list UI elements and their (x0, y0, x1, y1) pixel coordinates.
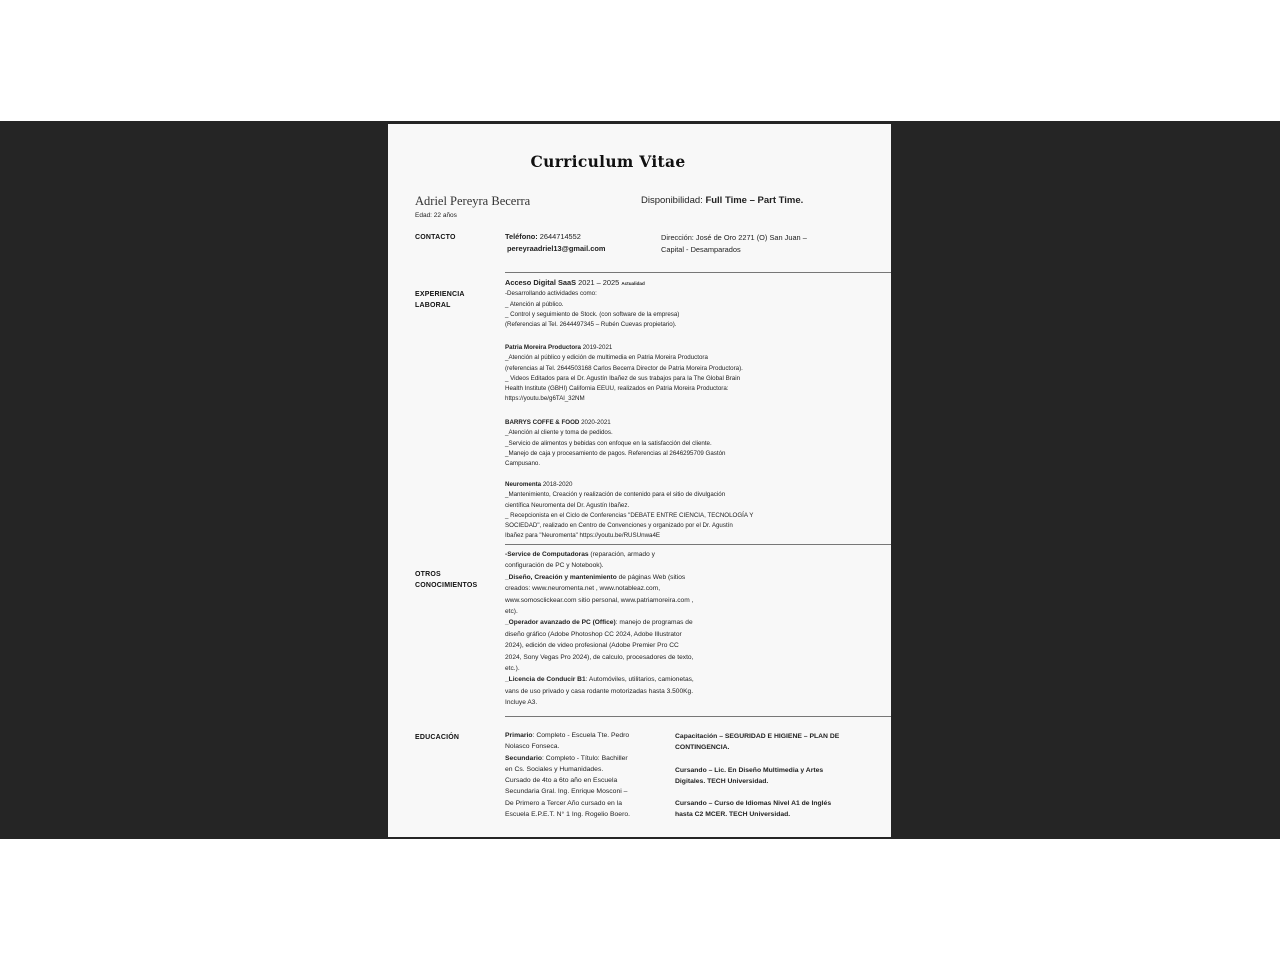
availability (641, 195, 803, 206)
job-line: _Mantenimiento, Creación y realización de contenido para el sitio de divulgación (505, 491, 726, 499)
job-dates: 2021 – 2025 (578, 278, 620, 287)
job-line: _Atención al cliente y toma de pedidos. (505, 429, 613, 437)
job-company: Neuromenta (505, 481, 542, 488)
education-item-title: Secundario (505, 754, 543, 762)
knowledge-line: etc). (505, 608, 518, 616)
job-line: científica Neuromenta del Dr. Agustín Ibañez. (505, 501, 630, 509)
job-entry (505, 278, 679, 330)
knowledge-line: 2024), edición de video profesional (Adobe Premier Pro CC (505, 642, 679, 650)
education-course-line: Digitales. TECH Universidad. (675, 777, 769, 785)
knowledge-line: creados: www.neuromenta.net , www.notableaz.com, (505, 585, 661, 593)
knowledge-list (505, 549, 694, 709)
education-course-line: Cursando – Curso de Idiomas Nivel A1 de Inglés (675, 800, 832, 808)
education-line: Cursado de 4to a 6to año en Escuela (505, 777, 618, 785)
job-entry (505, 480, 753, 542)
experience-section-label (415, 289, 495, 311)
job-line: Ibañez para "Neuromenta" https://youtu.be/RUSUnwa4E (505, 532, 661, 540)
knowledge-line: www.somosclickear.com sitio personal, www.patriamoreira.com , (505, 596, 694, 604)
address-line-2: Capital - Desamparados (661, 244, 741, 254)
job-entry (505, 343, 743, 405)
education-course-line: Capacitación – SEGURIDAD E HIGIENE – PLAN DE (675, 733, 840, 740)
knowledge-line: etc.). (505, 665, 520, 673)
job-line: _ Recepcionista en el Ciclo de Conferencias "DEBATE ENTRE CIENCIA, TECNOLOGÍA Y (505, 511, 754, 519)
job-tag: Actualidad (621, 281, 645, 286)
knowledge-item-title: _Licencia de Conducir B1 (505, 676, 586, 684)
cv-page (388, 124, 891, 837)
education-item-text: : Completo - Escuela Tte. Pedro (532, 732, 630, 739)
knowledge-item-text: : manejo de programas de (615, 619, 693, 627)
job-company: Acceso Digital SaaS (505, 278, 577, 287)
candidate-name: Adriel Pereyra Becerra (415, 194, 531, 208)
job-dates: 2020-2021 (581, 419, 611, 426)
section-divider (505, 544, 891, 545)
knowledge-label-line-2: CONOCIMIENTOS (415, 582, 478, 589)
contact-email: pereyraadriel13@gmail.com (507, 244, 606, 253)
cv-title: Curriculum Vitae (530, 152, 686, 171)
contact-section-label: CONTACTO (415, 234, 456, 241)
job-line: -Desarrollando actividades como: (505, 290, 597, 298)
experience-label-line-1: EXPERIENCIA (415, 291, 465, 298)
job-line: _ Control y seguimiento de Stock. (con software de la empresa) (505, 310, 680, 318)
job-line: _Atención al público y edición de multimedia en Patria Moreira Productora (505, 354, 708, 362)
knowledge-line: diseño gráfico (Adobe Photoshop CC 2024, Adobe Illustrator (505, 630, 682, 638)
education-line: Nolasco Fonseca. (505, 743, 560, 751)
knowledge-item (505, 674, 694, 685)
education-right-column (675, 731, 839, 821)
availability-label: Disponibilidad: (641, 195, 703, 206)
education-course-line: hasta C2 MCER. TECH Universidad. (675, 811, 791, 819)
education-item (505, 753, 630, 764)
knowledge-line: Incluye A3. (505, 699, 538, 707)
job-company: Patria Moreira Productora (505, 344, 581, 351)
job-header (505, 278, 679, 289)
knowledge-line: vans de uso privado y casa rodante motorizadas hasta 3.500Kg. (505, 687, 694, 695)
job-dates: 2018-2020 (542, 481, 573, 488)
contact-address (661, 232, 807, 255)
job-line: _ Videos Editados para el Dr. Agustín Ibañez de sus trabajos para la The Global Brain (505, 374, 741, 382)
job-line: SOCIEDAD", realizado en Centro de Convenciones y organizado por el Dr. Agustín (505, 522, 733, 530)
experience-label-line-2: LABORAL (415, 302, 451, 309)
knowledge-item-text: de páginas Web (sitios (616, 573, 686, 581)
knowledge-section-label (415, 569, 495, 591)
job-line: _Servicio de alimentos y bebidas con enfoque en la satisfacción del cliente. (505, 439, 712, 447)
job-line: _Manejo de caja y procesamiento de pagos. Referencias al 2646295709 Gastón (505, 449, 726, 457)
education-section-label: EDUCACIÓN (415, 734, 460, 741)
education-line: en Cs. Sociales y Humanidades. (505, 765, 604, 773)
knowledge-item-title: _Operador avanzado de PC (Office) (505, 619, 616, 627)
knowledge-item (505, 549, 694, 560)
knowledge-item (505, 572, 694, 583)
job-entry (505, 418, 726, 469)
job-line: _ Atención al público. (505, 300, 564, 308)
knowledge-item-title: _Diseño, Creación y mantenimiento (505, 573, 617, 581)
job-line: (Referencias al Tel. 2644497345 – Rubén Cuevas propietario). (505, 321, 677, 329)
phone-value: 2644714552 (539, 232, 581, 241)
job-header (505, 480, 753, 490)
knowledge-label-line-1: OTROS (415, 571, 441, 578)
education-item-text: : Completo - Título: Bachiller (542, 754, 628, 762)
education-line: Escuela E.P.E.T. N° 1 Ing. Rogelio Boero. (505, 811, 631, 819)
job-dates: 2019-2021 (582, 344, 613, 351)
education-item (505, 730, 630, 741)
job-line: Campusano. (505, 460, 541, 468)
knowledge-line: configuración de PC y Notebook). (505, 562, 604, 570)
education-course-line: CONTINGENCIA. (675, 744, 730, 752)
education-course-line: Cursando – Lic. En Diseño Multimedia y Artes (675, 766, 824, 774)
education-left-column (505, 730, 630, 820)
knowledge-item (505, 617, 694, 628)
job-line: https://youtu.be/g6TAl_32NM (505, 395, 585, 403)
section-divider (505, 716, 891, 717)
education-line: De Primero a Tercer Año cursado en la (505, 799, 622, 807)
phone-label: Teléfono: (505, 232, 538, 241)
candidate-age: Edad: 22 años (415, 212, 457, 219)
education-item-title: Primario (505, 732, 533, 739)
job-line: Health Institute (GBHI) California EEUU, realizados en Patria Moreira Productora: (505, 385, 729, 393)
contact-phone (505, 231, 581, 243)
job-header (505, 343, 743, 353)
address-line-1: Dirección: José de Oro 2271 (O) San Juan – (661, 233, 807, 242)
availability-value: Full Time – Part Time. (705, 195, 804, 206)
knowledge-item-title: -Service de Computadoras (505, 551, 589, 558)
knowledge-item-text: : Automóviles, utilitarios, camionetas, (585, 676, 694, 684)
education-line: Secundaria Gral. Ing. Enrique Mosconi – (505, 788, 628, 796)
knowledge-line: 2024, Sony Vegas Pro 2024), de calculo, procesadores de texto, (505, 653, 694, 661)
job-line: (referencias al Tel. 2644503168 Carlos Becerra Director de Patria Moreira Productora). (505, 364, 743, 372)
section-divider (505, 272, 891, 273)
job-company: BARRYS COFFE & FOOD (505, 419, 580, 426)
knowledge-item-text: (reparación, armado y (588, 551, 655, 558)
job-header (505, 418, 726, 428)
